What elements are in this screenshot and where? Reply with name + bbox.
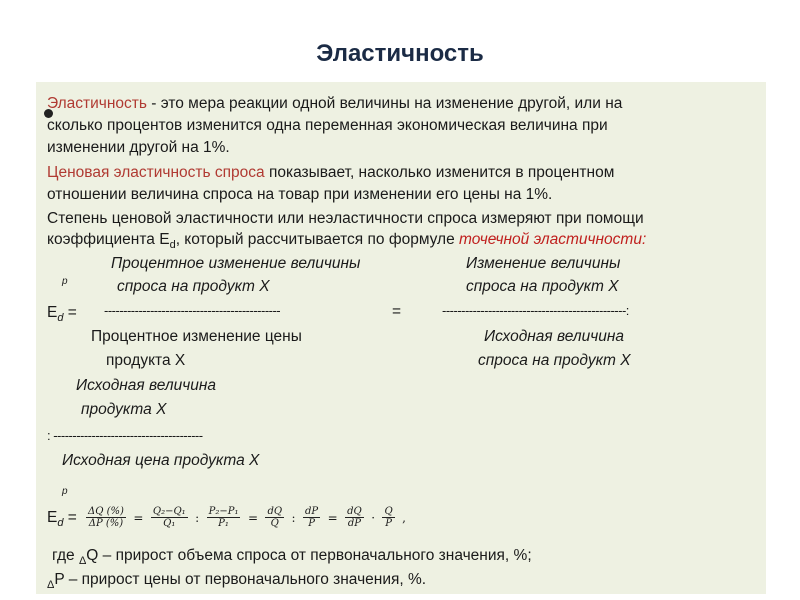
frac-num: Q₂−Q₁	[152, 506, 186, 517]
frac-q-p	[382, 506, 394, 529]
f1-right-den-1: Исходная величина	[484, 328, 625, 345]
ed-eq: =	[63, 304, 77, 321]
note-delta-q	[52, 546, 532, 571]
f1-p-mark: p	[62, 276, 68, 287]
ed-sub: d	[57, 312, 64, 325]
frac-num: dQ	[347, 506, 362, 517]
note-where: где	[52, 547, 79, 564]
frac-dq-dp	[345, 506, 364, 529]
frac-den: Q	[270, 518, 279, 529]
slide-title: Эластичность	[316, 40, 484, 67]
frac-num: dP	[305, 506, 319, 517]
price-elasticity-text: показывает, насколько изменится в процентном	[264, 164, 615, 181]
price-elasticity-line-1	[47, 163, 614, 183]
f1-base-price: Исходная цена продукта X	[62, 452, 260, 469]
frac-q	[151, 506, 188, 529]
coef-text: коэффициента E	[47, 231, 170, 248]
op-colon: :	[195, 510, 200, 525]
f1-left-den-1: Процентное изменение цены	[91, 328, 302, 345]
frac-num: Q	[384, 506, 393, 517]
term-point-elasticity: точечной эластичности:	[459, 231, 647, 248]
definition-line-3: изменении другой на 1%.	[47, 139, 230, 156]
f1-dash-bottom: : ---------------------------------------	[47, 428, 203, 443]
frac-den: P	[385, 518, 392, 529]
f1-right-num-2: спроса на продукт X	[466, 278, 619, 295]
definition-line-1	[47, 94, 622, 114]
frac-num: P₂−P₁	[208, 506, 239, 517]
f1-left-num-2: спроса на продукт X	[117, 278, 270, 295]
note-delta-p	[47, 570, 426, 595]
price-elasticity-line-2: отношении величина спроса на товар при изменении его цены на 1%.	[47, 186, 553, 203]
frac-p	[207, 506, 241, 529]
f2-ed-label	[47, 508, 77, 533]
op-eq: =	[327, 510, 338, 525]
f1-dash-left: ----------------------------------------------	[104, 303, 281, 318]
formula-intro: , который рассчитывается по формуле	[175, 231, 460, 248]
f1-equals: =	[392, 303, 402, 320]
point-elasticity-formula	[86, 506, 409, 529]
op-colon: :	[291, 510, 296, 525]
term-price-elasticity: Ценовая эластичность спроса	[47, 164, 265, 181]
frac-den: P₁	[218, 518, 229, 529]
op-eq: =	[133, 510, 144, 525]
frac-num: ΔQ (%)	[88, 506, 124, 517]
f1-right-den-2: спроса на продукт X	[478, 352, 631, 369]
ed-sub: d	[57, 517, 64, 530]
frac-dq-q	[265, 506, 284, 529]
frac-den: ΔP (%)	[88, 518, 124, 529]
op-dot: ·	[371, 510, 376, 525]
frac-dp-p	[303, 506, 320, 529]
frac-den: P	[308, 518, 315, 529]
f2-p-mark: p	[62, 486, 68, 497]
definition-text: - это мера реакции одной величины на изменение другой, или на	[146, 95, 623, 112]
frac-num: dQ	[267, 506, 283, 517]
term-elasticity: Эластичность	[47, 95, 147, 112]
note-p-text: P – прирост цены от первоначального значения, %.	[54, 571, 427, 588]
f1-left-num-1: Процентное изменение величины	[111, 255, 361, 272]
frac-den: Q₁	[163, 518, 176, 529]
degree-line-2	[47, 230, 646, 255]
op-comma: ,	[402, 510, 406, 525]
f1-ed-label	[47, 303, 77, 328]
coef-sub: d	[169, 239, 176, 252]
note-q-text: Q – прирост объема спроса от первоначального значения, %;	[86, 547, 532, 564]
f1-base-2: продукта X	[81, 401, 167, 418]
ed-letter: E	[47, 304, 58, 321]
f1-left-den-2: продукта X	[106, 352, 186, 369]
ed-letter: E	[47, 509, 58, 526]
ed-eq: =	[63, 509, 77, 526]
frac-den: dP	[347, 518, 361, 529]
f1-dash-right: ------------------------------------------------:	[442, 303, 629, 318]
delta-sub: Δ	[47, 579, 55, 592]
delta-sub: Δ	[78, 555, 87, 568]
op-eq: =	[247, 510, 258, 525]
frac-pct	[86, 506, 126, 529]
degree-line-1: Степень ценовой эластичности или неэластичности спроса измеряют при помощи	[47, 210, 644, 227]
f1-base-1: Исходная величина	[76, 377, 217, 394]
f1-right-num-1: Изменение величины	[466, 255, 621, 272]
definition-line-2: сколько процентов изменится одна переменная экономическая величина при	[47, 117, 608, 134]
